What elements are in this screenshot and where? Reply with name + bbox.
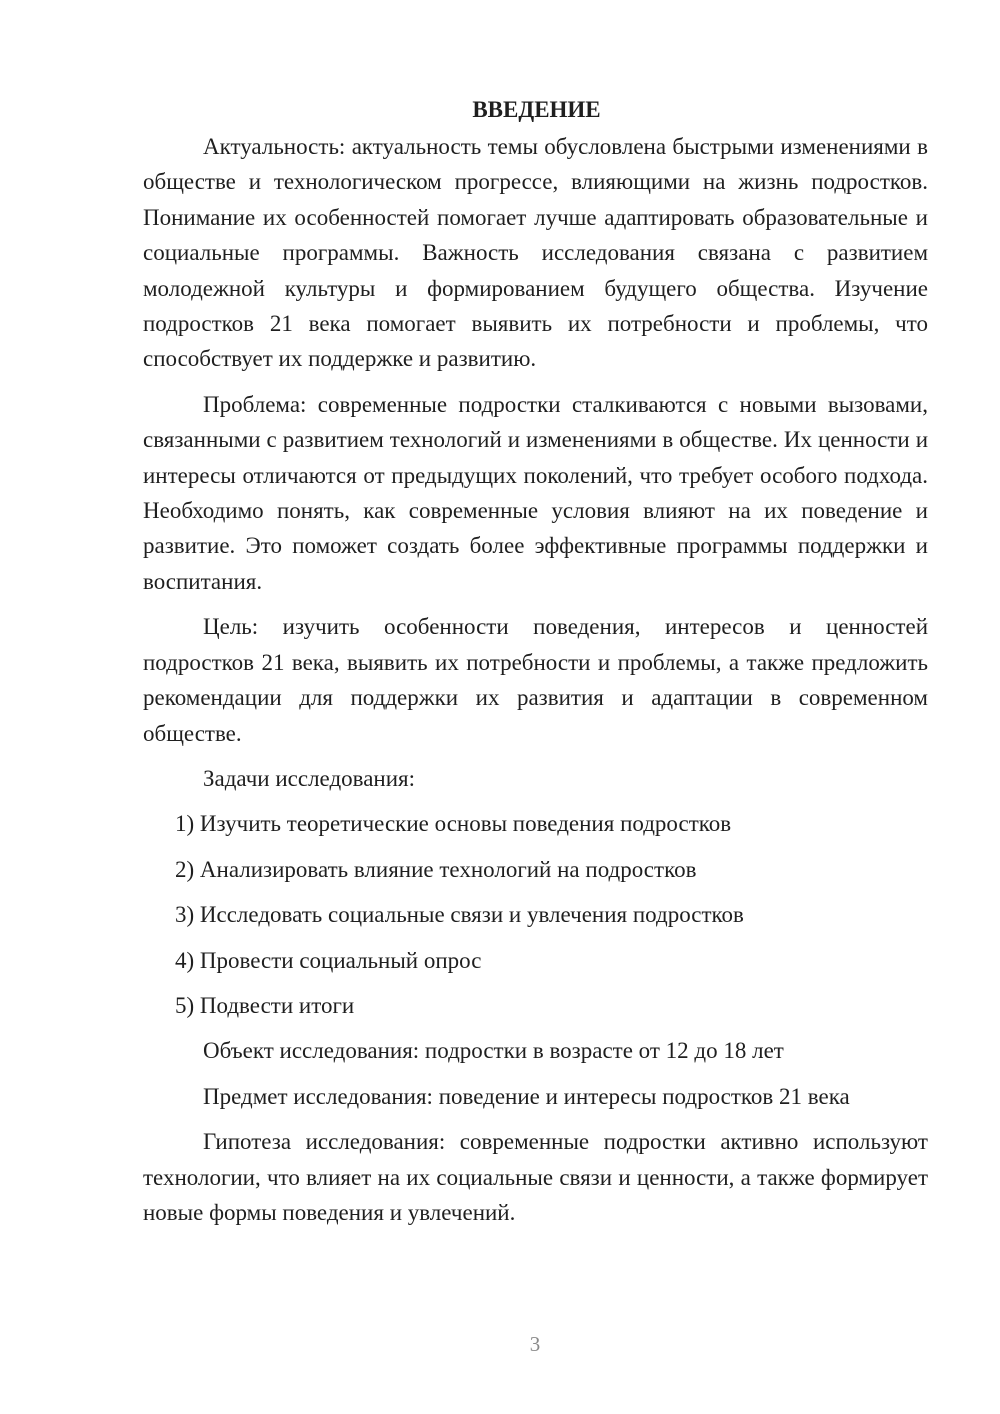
list-item: 3) Исследовать социальные связи и увлечения подростков (175, 902, 744, 928)
tasks-title: Задачи исследования: (203, 765, 416, 791)
hypothesis-paragraph: Гипотеза исследования: современные подростки активно используют технологии, что влияет на их социальные связи и ценности, а также формирует новые формы поведения и увлечений. (143, 1129, 928, 1225)
list-item: 4) Провести социальный опрос (175, 947, 482, 973)
relevance-paragraph: Актуальность: актуальность темы обусловлена быстрыми изменениями в обществе и технологическом прогрессе, влияющими на жизнь подростков. Понимание их особенностей помогает лучше адаптировать образовательные и социальные программы. Важность исследования связана с развитием молодежной культуры и формированием будущего общества. Изучение подростков 21 века помогает выявить их потребности и проблемы, что способствует их поддержке и развитию. (143, 134, 928, 372)
goal-paragraph: Цель: изучить особенности поведения, интересов и ценностей подростков 21 века, выявить их потребности и проблемы, а также предложить рекомендации для поддержки их развития и адаптации в современном обществе. (143, 614, 928, 746)
page-content (143, 95, 928, 1240)
page-number: 3 (529, 1332, 541, 1356)
list-item: 1) Изучить теоретические основы поведения подростков (175, 811, 732, 837)
problem-paragraph: Проблема: современные подростки сталкиваются с новыми вызовами, связанными с развитием технологий и изменениями в обществе. Их ценности и интересы отличаются от предыдущих поколений, что требует особого подхода. Необходимо понять, как современные условия влияют на их поведение и развитие. Это поможет создать более эффективные программы поддержки и воспитания. (143, 391, 928, 594)
subject-line: Предмет исследования: поведение и интересы подростков 21 века (203, 1083, 850, 1109)
list-item: 2) Анализировать влияние технологий на подростков (175, 856, 697, 882)
tasks-list (143, 806, 928, 1023)
object-line: Объект исследования: подростки в возрасте от 12 до 18 лет (203, 1038, 784, 1064)
page-title: ВВЕДЕНИЕ (472, 97, 601, 122)
list-item: 5) Подвести итоги (175, 992, 355, 1018)
